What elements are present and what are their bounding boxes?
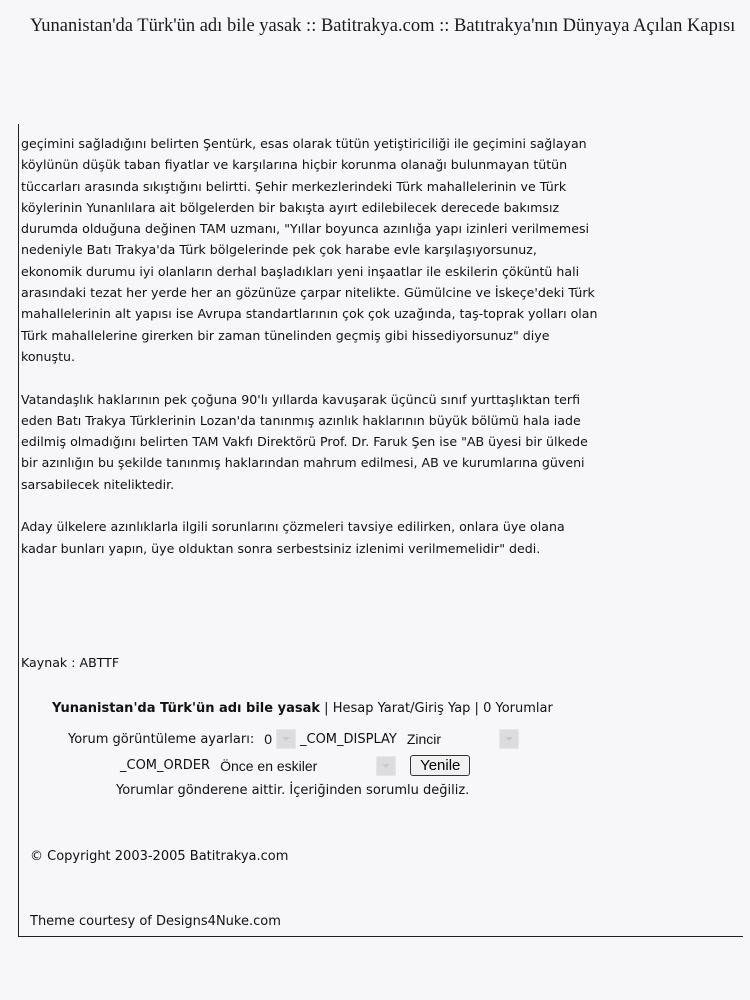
article-paragraph: Vatandaşlık haklarının pek çoğuna 90'lı yıllarda kavuşarak üçüncü sınıf yurttaşlıktan terfi eden Batı Trakya Türklerinin Lozan'da tanınmış azınlık haklarının büyük bölümü hala iade edilmiş olmadığını belirten TAM Vakfı Direktörü Prof. Dr. Faruk Şen ise "AB üyesi bir ülkede bir azınlığın bu şekilde tanınmış haklarından mahrum edilmesi, AB ve kurumlarına güveni sarsabilecek niteliktedir.: [21, 391, 588, 492]
comments-article-title: Yunanistan'da Türk'ün adı bile yasak: [52, 701, 321, 716]
refresh-button[interactable]: Yenile: [410, 755, 470, 776]
separator: |: [474, 701, 479, 716]
display-mode-select[interactable]: [407, 729, 519, 749]
article-source: Kaynak : ABTTF: [21, 655, 120, 670]
display-mode-value: Zincir: [406, 731, 442, 747]
threshold-select[interactable]: [264, 729, 296, 749]
comment-order-row: [120, 755, 470, 776]
separator: |: [324, 701, 329, 716]
comment-count-link[interactable]: 0 Yorumlar: [483, 701, 553, 716]
chevron-down-icon[interactable]: [276, 729, 296, 749]
account-link[interactable]: Hesap Yarat/Giriş Yap: [332, 701, 471, 716]
settings-label: Yorum görüntüleme ayarları:: [68, 731, 255, 747]
article-body: [21, 133, 601, 580]
order-value: Önce en eskiler: [220, 757, 318, 774]
page-title: Yunanistan'da Türk'ün adı bile yasak :: Batitrakya.com :: Batıtrakya'nın Dünyaya Açılan Kapısı: [30, 16, 736, 36]
order-label: _COM_ORDER: [120, 758, 211, 773]
comments-disclaimer: Yorumlar gönderene aittir. İçeriğinden sorumlu değiliz.: [116, 783, 470, 798]
copyright: © Copyright 2003-2005 Batitrakya.com: [30, 849, 289, 864]
chevron-down-icon[interactable]: [499, 729, 519, 749]
display-label: _COM_DISPLAY: [300, 731, 397, 747]
threshold-value: 0: [264, 731, 272, 747]
theme-credit: Theme courtesy of Designs4Nuke.com: [30, 914, 281, 929]
article-paragraph: Aday ülkelere azınlıklarla ilgili sorunlarını çözmeleri tavsiye edilirken, onlara üye olana kadar bunları yapın, üye olduktan sonra serbestsiniz izlenimi verilmemelidir" dedi.: [21, 519, 565, 556]
order-select[interactable]: [220, 756, 396, 776]
chevron-down-icon[interactable]: [376, 756, 396, 776]
comments-header: [52, 701, 553, 716]
comment-settings-row: [68, 729, 519, 749]
article-paragraph: geçimini sağladığını belirten Şentürk, esas olarak tütün yetiştiriciliği ile geçimini sağlayan köylünün düşük taban fiyatlar ve karşılarına hiçbir korunma olanağı bulunmayan tütün tüccarları arasında sıkıştığını belirtti. Şehir merkezlerindeki Türk mahallelerinin ve Türk köylerinin Yunanlılara ait bölgelerden bir bakışta ayırt edilebilecek derecede bakımsız durumda olduğuna değinen TAM uzmanı, "Yıllar boyunca azınlığa yapı izinleri verilmemesi nedeniyle Batı Trakya'da Türk bölgelerinde pek çok harabe evle karşılaşıyorsunuz, ekonomik durumu iyi olanların derhal başladıkları yeni inşaatlar ile eskilerin çöküntü hali arasındaki tezat her yerde her an gözünüze çarpar nitelikte. Gümülcine ve İskeçe'deki Türk mahallelerinin alt yapısı ise Avrupa standartlarının çok çok uzağında, taş-toprak yolları olan Türk mahallelerine girerken bir zaman tünelinden geçmiş gibi hissediyorsunuz" diye konuştu.: [21, 136, 598, 364]
